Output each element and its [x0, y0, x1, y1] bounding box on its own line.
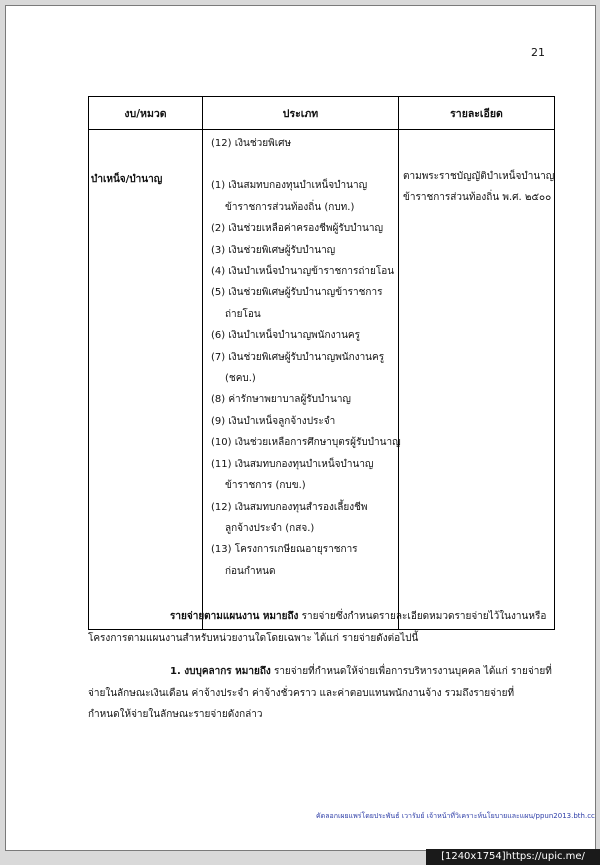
budget-table [88, 96, 555, 630]
detail-line: ข้าราชการส่วนท้องถิ่น พ.ศ. ๒๕๐๐ [403, 192, 552, 204]
paragraph-personnel [88, 661, 558, 726]
paragraph-line [88, 606, 558, 628]
header-detail: รายละเอียด [399, 97, 555, 130]
type-cell [203, 130, 399, 630]
term-bold: 1. งบบุคลากร หมายถึง [170, 666, 271, 677]
type-item: (12) เงินสมทบกองทุนสำรองเลี้ยงชีพ [211, 501, 368, 513]
paragraph-line: จ่ายในลักษณะเงินเดือน ค่าจ้างประจำ ค่าจ้างชั่วคราว และค่าตอบแทนพนักงานจ้าง รวมถึงรายจ่ายที่ [88, 687, 515, 699]
type-item: (ชคบ.) [225, 373, 256, 385]
paragraph-line: โครงการตามแผนงานสำหรับหน่วยงานใดโดยเฉพาะ ได้แก่ รายจ่ายดังต่อไปนี้ [88, 632, 419, 644]
type-item: (4) เงินบำเหน็จบำนาญข้าราชการถ่ายโอน [211, 266, 395, 278]
header-type: ประเภท [203, 97, 399, 130]
type-item: (8) ค่ารักษาพยาบาลผู้รับบำนาญ [211, 394, 351, 406]
paragraph-line: กำหนดให้จ่ายในลักษณะรายจ่ายดังกล่าว [88, 709, 263, 720]
type-item: ข้าราชการส่วนท้องถิ่น (กบท.) [225, 201, 355, 213]
type-item: (11) เงินสมทบกองทุนบำเหน็จบำนาญ [211, 458, 374, 470]
paragraph-plan-expenditure [88, 606, 558, 649]
type-item: ข้าราชการ (กบข.) [225, 480, 306, 492]
type-item: (3) เงินช่วยพิเศษผู้รับบำนาญ [211, 244, 336, 256]
type-item: (5) เงินช่วยพิเศษผู้รับบำนาญข้าราชการ [211, 287, 383, 299]
type-item: (10) เงินช่วยเหลือการศึกษาบุตรผู้รับบำนาญ [211, 437, 401, 449]
type-item: (9) เงินบำเหน็จลูกจ้างประจำ [211, 415, 336, 427]
type-item: ลูกจ้างประจำ (กสจ.) [225, 522, 315, 534]
type-item-top: (12) เงินช่วยพิเศษ [211, 138, 292, 149]
document-page [5, 5, 596, 851]
type-item: (6) เงินบำเหน็จบำนาญพนักงานครู [211, 330, 360, 342]
page-number: 21 [531, 46, 545, 59]
paragraph-text: รายจ่ายที่กำหนดให้จ่ายเพื่อการบริหารงานบุคคล ได้แก่ รายจ่ายที่ [270, 666, 552, 677]
type-item: (13) โครงการเกษียณอายุราชการ [211, 544, 358, 556]
type-item: (2) เงินช่วยเหลือค่าครองชีพผู้รับบำนาญ [211, 223, 384, 235]
table-header-row [89, 97, 555, 130]
detail-line: ตามพระราชบัญญัติบำเหน็จบำนาญ [403, 171, 555, 182]
type-item-list [211, 175, 401, 582]
header-category: งบ/หมวด [89, 97, 203, 130]
type-item: ก่อนกำหนด [225, 565, 276, 577]
detail-cell [399, 130, 555, 630]
spacer [211, 154, 394, 175]
type-item: ถ่ายโอน [225, 308, 261, 320]
term-bold: รายจ่ายตามแผนงาน หมายถึง [170, 611, 299, 622]
category-cell: บำเหน็จ/บำนาญ [89, 130, 203, 630]
type-item: (1) เงินสมทบกองทุนบำเหน็จบำนาญ [211, 180, 368, 192]
image-size-stamp: [1240x1754]https://upic.me/ [426, 849, 600, 865]
type-item: (7) เงินช่วยพิเศษผู้รับบำนาญพนักงานครู [211, 351, 385, 363]
footer-credit: คัดลอกเผยแพร่โดยประพันธ์ เวารัมย์ เจ้าหน้าที่วิเคราะห์นโยบายและแผน/ppun2013.bth.cc [316, 812, 595, 820]
table-row [89, 130, 555, 630]
paragraph-line [88, 661, 558, 683]
paragraph-text: รายจ่ายซึ่งกำหนดรายละเอียดหมวดรายจ่ายไว้ในงานหรือ [298, 611, 547, 622]
